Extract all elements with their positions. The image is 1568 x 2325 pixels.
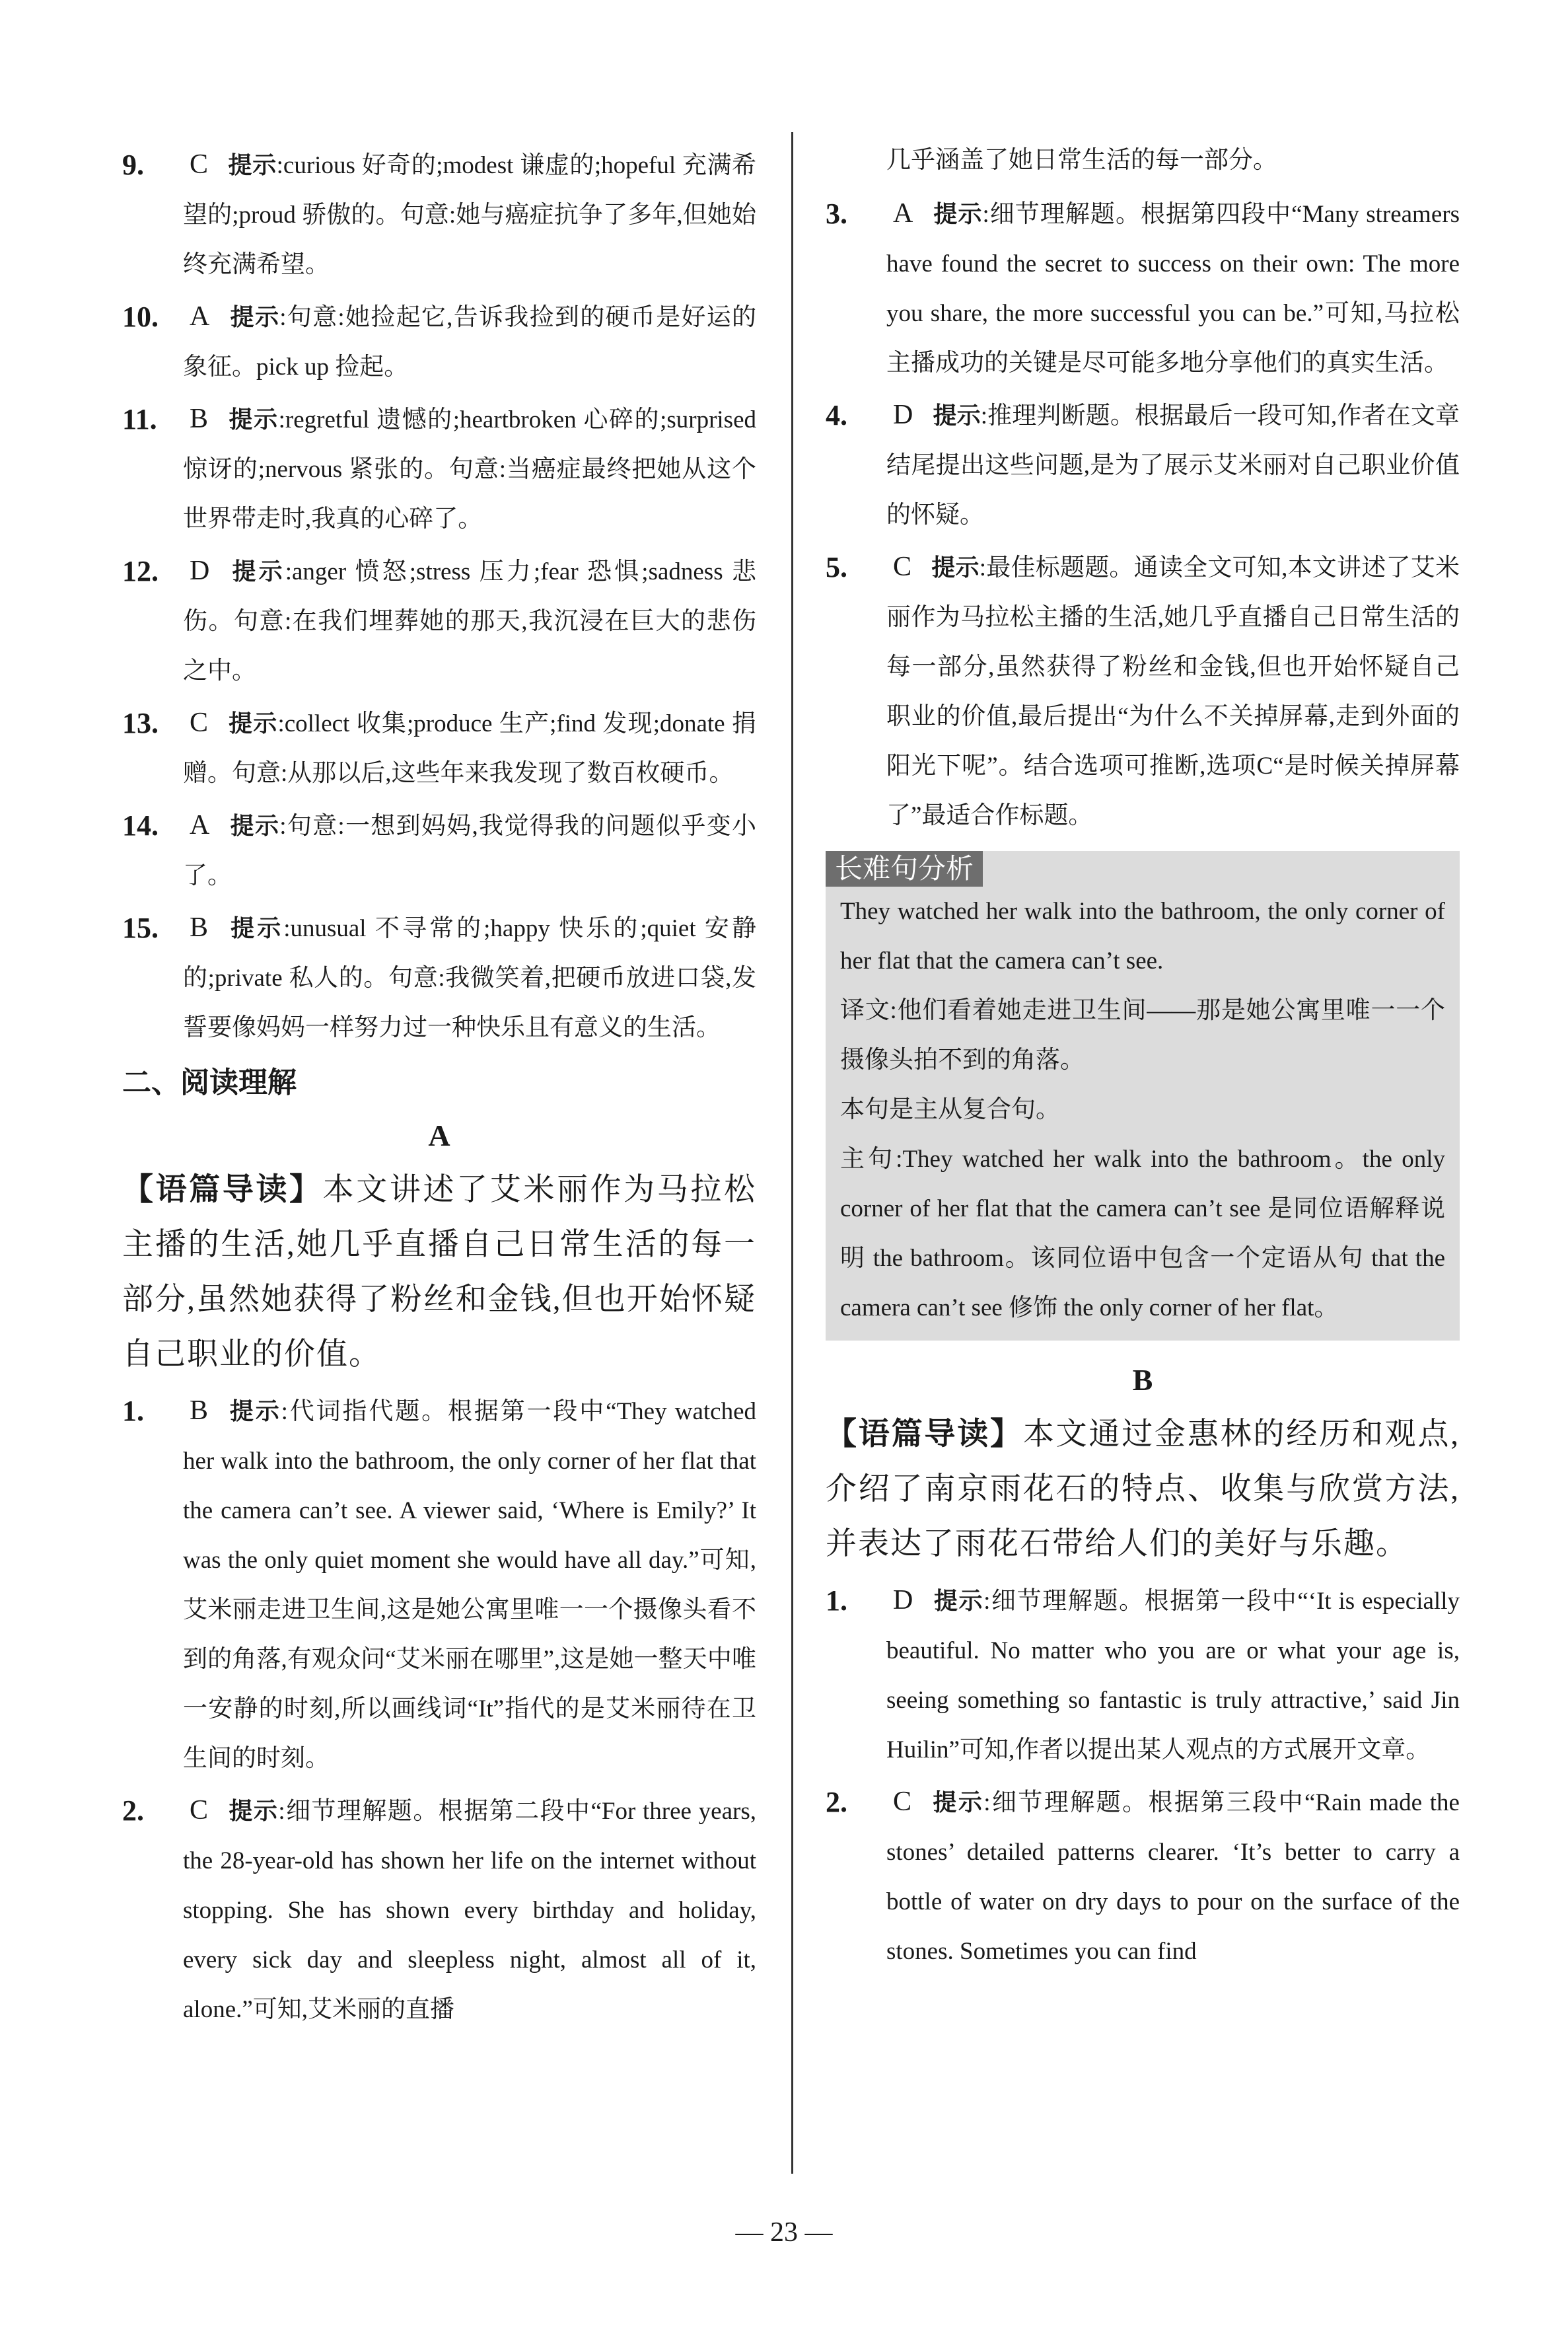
hint-label: 提示 <box>933 201 983 228</box>
answer-item <box>122 1386 756 1783</box>
answer-item <box>826 542 1460 840</box>
answer-item <box>826 390 1460 540</box>
part-a-guide <box>122 1162 756 1382</box>
answer-item <box>122 698 756 798</box>
part-a-answers <box>122 1386 756 2034</box>
answer-item <box>122 903 756 1052</box>
hint-text: :句意:她捡起它,告诉我捡到的硬币是好运的象征。pick up 捡起。 <box>183 304 756 381</box>
analysis-type: 本句是主从复合句。 <box>840 1096 1060 1123</box>
question-number: 12. <box>122 555 159 587</box>
hint-label: 提示 <box>228 152 277 179</box>
answer-item <box>122 1786 756 2034</box>
answer-letter: A <box>190 301 210 332</box>
answer-letter: A <box>190 810 210 840</box>
answer-letter: B <box>190 1395 209 1426</box>
guide-label: 【语篇导读】 <box>122 1171 323 1208</box>
question-number: 13. <box>122 707 159 739</box>
hint-label: 提示 <box>931 1789 984 1816</box>
hint-text: :句意:一想到妈妈,我觉得我的问题似乎变小了。 <box>183 813 756 889</box>
guide-text: 本文讲述了艾米丽作为马拉松主播的生活,她几乎直播自己日常生活的每一部分,虽然她获得了粉丝和金钱,但也开始怀疑自己职业的价值。 <box>122 1173 757 1372</box>
hint-text: :collect 收集;produce 生产;find 发现;donate 捐赠。句意:从那以后,这些年来我发现了数百枚硬币。 <box>183 710 756 787</box>
hint-text: :细节理解题。根据第二段中“For three years, the 28-year-old has shown her life on the internet without stopping. She has shown every birthday and holiday, every sick day and sleepless night, almost all of it, alone.”可知,艾米丽的直播 <box>183 1798 756 2023</box>
section-heading: 二、阅读理解 <box>122 1066 297 1099</box>
question-number: 1. <box>826 1584 847 1617</box>
answer-item <box>122 801 756 901</box>
hint-text: :细节理解题。根据第一段中“‘It is especially beautiful. No matter who you are or what your age is, seeing something so fantastic is truly attractive,’ said Jin Huilin”可知,作者以提出某人观点的方式展开文章。 <box>886 1588 1460 1763</box>
hint-text: :细节理解题。根据第三段中“Rain made the stones’ detailed patterns clearer. ‘It’s better to carry a bottle of water on dry days to pour on the surface of the stones. Sometimes you can find <box>886 1789 1460 1965</box>
answer-item <box>826 189 1460 388</box>
hint-text: :推理判断题。根据最后一段可知,作者在文章结尾提出这些问题,是为了展示艾米丽对自己职业价值的怀疑。 <box>886 402 1460 529</box>
question-number: 3. <box>826 198 847 230</box>
hint-label: 提示 <box>228 1798 279 1825</box>
cloze-answers <box>122 140 756 1052</box>
answer-letter: C <box>190 1795 209 1826</box>
answer-item <box>122 140 756 289</box>
guide-label: 【语篇导读】 <box>826 1416 1023 1452</box>
hint-text: :anger 愤怒;stress 压力;fear 恐惧;sadness 悲伤。句意:在我们埋葬她的那天,我沉浸在巨大的悲伤之中。 <box>183 558 756 684</box>
question-number: 14. <box>122 809 159 842</box>
hint-text: :unusual 不寻常的;happy 快乐的;quiet 安静的;private 私人的。句意:我微笑着,把硬币放进口袋,发誓要像妈妈一样努力过一种快乐且有意义的生活。 <box>183 915 756 1041</box>
right-column <box>826 135 1460 1979</box>
answer-letter: A <box>893 198 913 229</box>
part-b-guide <box>826 1407 1460 1572</box>
hint-text: :regretful 遗憾的;heartbroken 心碎的;surprised 惊讶的;nervous 紧张的。句意:当癌症最终把她从这个世界带走时,我真的心碎了。 <box>183 406 756 533</box>
question-number: 4. <box>826 399 847 431</box>
answer-letter: B <box>190 912 209 943</box>
analysis-translation: 译文:他们看着她走进卫生间——那是她公寓里唯一一个摄像头拍不到的角落。 <box>840 997 1445 1074</box>
hint-label: 提示 <box>229 813 280 840</box>
answer-letter: C <box>893 552 912 582</box>
column-divider <box>791 132 793 2174</box>
answer-letter: D <box>893 1585 913 1615</box>
part-a-answers-continued <box>826 189 1460 840</box>
answer-letter: D <box>190 556 210 586</box>
question-number: 15. <box>122 912 159 944</box>
hint-label: 提示 <box>933 402 981 429</box>
analysis-title: 长难句分析 <box>826 851 983 887</box>
hint-text: :最佳标题题。通读全文可知,本文讲述了艾米丽作为马拉松主播的生活,她几乎直播自己日常生活的每一部分,虽然获得了粉丝和金钱,但也开始怀疑自己职业的价值,最后提出“为什么不关掉屏幕,走到外面的阳光下呢”。结合选项可推断,选项C“是时候关掉屏幕了”最适合作标题。 <box>886 554 1460 829</box>
answer-item <box>826 1576 1460 1775</box>
hint-label: 提示 <box>229 558 285 585</box>
question-number: 11. <box>122 403 157 435</box>
guide-text: 本文通过金惠林的经历和观点,介绍了南京雨花石的特点、收集与欣赏方法,并表达了雨花石带给人们的美好与乐趣。 <box>826 1417 1460 1561</box>
analysis-sentence: They watched her walk into the bathroom, the only corner of her flat that the camera can’t see. <box>840 898 1445 975</box>
hint-label: 提示 <box>228 915 284 942</box>
answer-item <box>122 394 756 544</box>
answer-item <box>122 546 756 696</box>
answer-letter: B <box>190 404 209 434</box>
part-b-label: B <box>1132 1363 1153 1397</box>
left-column <box>122 140 756 2037</box>
question-number: 2. <box>826 1786 847 1818</box>
hint-label: 提示 <box>229 304 280 331</box>
answer-item <box>122 292 756 392</box>
hint-text: :代词指代题。根据第一段中“They watched her walk into the bathroom, the only corner of her flat that the camera can’t see. A viewer said, ‘Where is Emily?’ It was the only quiet moment she would have all day.”可知,艾米丽走进卫生间,这是她公寓里唯一一个摄像头看不到的角落,有观众问“艾米丽在哪里”,这是她一整天中唯一安静的时刻,所以画线词“It”指代的是艾米丽待在卫生间的时刻。 <box>183 1398 756 1772</box>
hint-label: 提示 <box>931 554 980 581</box>
question-number: 9. <box>122 149 144 181</box>
continuation-text: 几乎涵盖了她日常生活的每一部分。 <box>886 147 1277 174</box>
hint-label: 提示 <box>933 1588 984 1615</box>
answer-letter: C <box>190 149 209 180</box>
answer-letter: C <box>893 1787 912 1817</box>
answer-letter: C <box>190 708 209 738</box>
question-number: 1. <box>122 1395 144 1427</box>
question-number: 2. <box>122 1794 144 1827</box>
hint-text: :细节理解题。根据第四段中“Many streamers have found the secret to success on their own: The more you share, the more successful you can be.”可知,马拉松主播成功的关键是尽可能多地分享他们的真实生活。 <box>886 201 1460 377</box>
page-number: — 23 — <box>735 2217 833 2248</box>
analysis-explanation: 主句:They watched her walk into the bathroom。the only corner of her flat that the camera can’t see 是同位语解释说明 the bathroom。该同位语中包含一个定语从句 that the camera can’t see 修饰 the only corner of her flat。 <box>840 1146 1445 1321</box>
hint-label: 提示 <box>228 406 279 433</box>
hint-label: 提示 <box>228 1398 281 1425</box>
hint-label: 提示 <box>228 710 278 737</box>
answer-letter: D <box>893 400 913 430</box>
analysis-box <box>826 851 1460 1341</box>
answer-item <box>826 1777 1460 1976</box>
part-b-answers <box>826 1576 1460 1976</box>
question-number: 5. <box>826 551 847 583</box>
hint-text: :curious 好奇的;modest 谦虚的;hopeful 充满希望的;proud 骄傲的。句意:她与癌症抗争了多年,但她始终充满希望。 <box>183 152 756 278</box>
question-number: 10. <box>122 301 159 333</box>
part-a-label: A <box>428 1119 450 1152</box>
